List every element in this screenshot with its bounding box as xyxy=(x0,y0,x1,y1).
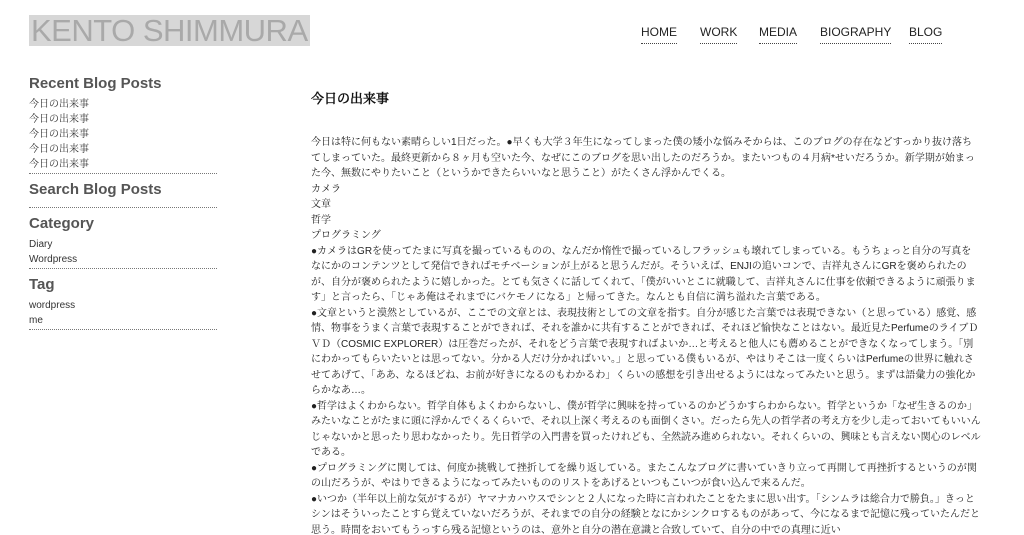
category-title: Category xyxy=(29,215,95,232)
tag-link-wordpress[interactable]: wordpress xyxy=(29,300,76,311)
nav-blog[interactable]: BLOG xyxy=(909,24,942,44)
tag-link-me[interactable]: me xyxy=(29,315,43,326)
post-paragraph: 文章 xyxy=(311,199,331,210)
search-widget xyxy=(29,180,217,208)
site-title[interactable]: KENTO SHIMMURA xyxy=(31,13,308,48)
tag-list xyxy=(29,298,217,328)
recent-post-link[interactable]: 今日の出来事 xyxy=(29,144,89,155)
post-paragraph: ●カメラはGRを使ってたまに写真を撮っているものの、なんだか惰性で撮っているしフラッシュも壊れてしまっている。もうちょっと自分の写真をなにかのコンテンツとして発信できればモチベーションが上がると思うんだが。そういえば、ENJIの追いコンで、吉祥丸さんにGRを褒められたのが、自分が褒められたように嬉しかった。とても気さくに話してくれて、「僕がいいとこに就職して、吉祥丸さんに仕事を依頼できるように頑張ります」と言ったら、「じゃあ俺はそれまでにバケモノになる」と帰ってきた。なんとも自信に満ち溢れた言葉である。 xyxy=(311,245,976,303)
list-item xyxy=(29,252,217,267)
recent-post-link[interactable]: 今日の出来事 xyxy=(29,114,89,125)
recent-post-link[interactable]: 今日の出来事 xyxy=(29,129,89,140)
post-body xyxy=(311,135,981,535)
category-link-wordpress[interactable]: Wordpress xyxy=(29,254,78,265)
list-item xyxy=(29,237,217,252)
list-item xyxy=(29,112,217,127)
category-list xyxy=(29,237,217,267)
main-nav xyxy=(0,24,1024,48)
post-paragraph: 哲学 xyxy=(311,214,331,226)
recent-posts-title: Recent Blog Posts xyxy=(29,75,162,92)
list-item xyxy=(29,127,217,142)
nav-media[interactable]: MEDIA xyxy=(759,24,797,44)
post-paragraph: ●いつか（半年以上前な気がするが）ヤマナカハウスでシンと２人になった時に言われたことをたまに思い出す。「シンムラは総合力で勝負。」きっとシンはそういったことすら覚えていないだろうが、それまでの自分の経験となにかシンクロするものがあって、今になるまで記憶に残っていたんだと思う。時間をおいてもうっすら残る記憶というのは、意外と自分の潜在意識と合致していて、自分の中での真理に近い xyxy=(311,493,980,535)
tag-widget xyxy=(29,275,217,330)
recent-post-link[interactable]: 今日の出来事 xyxy=(29,159,89,170)
post-content xyxy=(311,90,981,535)
nav-home[interactable]: HOME xyxy=(641,24,677,44)
post-paragraph: 今日は特に何もない素晴らしい1日だった。●早くも大学３年生になってしまった僕の矮小な悩みそからは、このブログの存在などすっかり抜け落ちてしまっていた。最終更新から８ヶ月も空いた今、なぜにこのブログを思い出したのだろうか。またいつもの４月病*せいだろうか。新学期が始まった今、無数にやりたいこと（というかできたらいいなと思うこと）がたくさん浮かんでくる。 xyxy=(311,137,975,179)
nav-work[interactable]: WORK xyxy=(700,24,737,44)
search-title: Search Blog Posts xyxy=(29,181,162,198)
post-paragraph: ●哲学はよくわからない。哲学自体もよくわからないし、僕が哲学に興味を持っているのかどうかすらわからない。哲学というか「なぜ生きるのか」みたいなことがたまに頭に浮かんでくるくらいで、それ以上深く考えるのも面倒くさい。だったら先人の哲学者の考え方を少し走っておいてもいいんじゃないかと思ったり思わなかったり。先日哲学の入門書を買ったけれども、全然読み進められない。それくらいの、興味とも言えない関心のレベルである。 xyxy=(311,400,981,458)
list-item xyxy=(29,298,217,313)
post-title: 今日の出来事 xyxy=(311,91,390,106)
list-item xyxy=(29,157,217,172)
post-paragraph: ●プログラミングに関しては、何度か挑戦して挫折してを繰り返している。またこんなブログに書いていきり立って再開して再挫折するというのが関の山だろうが、やはりできるようになってみたいもののリストをあげるといつもこいつが食い込んで来るんだ。 xyxy=(311,462,977,489)
list-item xyxy=(29,142,217,157)
category-link-diary[interactable]: Diary xyxy=(29,239,53,250)
post-paragraph: ●文章というと漠然としているが、ここでの文章とは、表現技術としての文章を指す。自分が感じた言葉では表現できない（と思っている）感覚、感情、物事をうまく言葉で表現することができれば、それを誰かに共有することができれば、それほど愉快なことはない。最近見たPerfumeのライブＤＶＤ（COSMIC EXPLORER）は圧巻だったが、それをどう言葉で表現すればよいか…と考えると他人にも薦めることができなくなってしまう。「別にわかってもらいたいとは思ってない。分かる人だけ分かればいい。」と思っている僕もいるが、やはりそこは一度くらいはPerfumeの世界に触れさせてあげて、「ああ、なるほどね、お前が好きになるのもわかるわ」くらいの感想を引き出せるようにはなってみたいと思う。まずは語彙力の強化からかなあ…。 xyxy=(311,307,979,396)
list-item xyxy=(29,97,217,112)
recent-post-link[interactable]: 今日の出来事 xyxy=(29,99,89,110)
list-item xyxy=(29,313,217,328)
post-paragraph: カメラ xyxy=(311,183,341,195)
sidebar xyxy=(29,74,217,330)
nav-biography[interactable]: BIOGRAPHY xyxy=(820,24,891,44)
tag-title: Tag xyxy=(29,276,55,293)
category-widget xyxy=(29,214,217,269)
post-paragraph: プログラミング xyxy=(311,230,381,241)
recent-posts-widget xyxy=(29,74,217,174)
recent-posts-list xyxy=(29,97,217,172)
